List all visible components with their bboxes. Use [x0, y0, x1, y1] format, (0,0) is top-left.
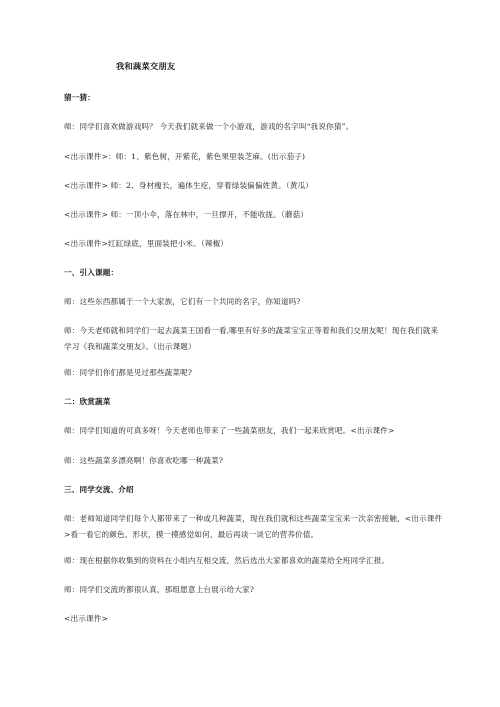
paragraph-riddle-3: <出示课件> 师：一顶小伞，落在林中，一旦撑开，不能收拢。（蘑菇）	[64, 210, 309, 219]
section-heading-guess: 猜一猜：	[64, 93, 95, 102]
section-heading-1: 一、引入课题：	[64, 268, 119, 277]
paragraph-section-3-a: 师：老师知道同学们每个人都带来了一种或几种蔬菜，现在我们就和这些蔬菜宝宝来一次亲密接触，<出示课件>看一看它的颜色、形状，摸一摸感觉如何，最后再谈一谈它的营养价值。	[64, 514, 443, 539]
paragraph-riddle-2: <出示课件> 师：2、身材瘦长，遍体生疙，穿着绿装偏偏姓黄。（黄瓜）	[64, 181, 314, 190]
paragraph-section-2-a: 师：同学们知道的可真多呀！今天老师也带来了一些蔬菜朋友，我们一起来欣赏吧。<出示课件>	[64, 426, 395, 435]
section-heading-2: 二：欣赏蔬菜	[64, 397, 111, 406]
paragraph-section-2-b: 师：这些蔬菜多漂亮啊！你喜欢吃哪一种蔬菜?	[64, 456, 224, 465]
document-title: 我和蔬菜交朋友	[116, 61, 176, 71]
paragraph-last: <出示课件>	[64, 614, 108, 623]
paragraph-section-1-b: 师：今天老师就和同学们一起去蔬菜王国看一看,哪里有好多的蔬菜宝宝正等着和我们交朋友呢！现在我们就来学习《我和蔬菜交朋友》。（出示课题）	[64, 326, 439, 351]
paragraph-section-1-c: 师：同学们你们都是见过那些蔬菜呢?	[64, 368, 193, 377]
paragraph-section-3-c: 师：同学们交流的都很认真，那组愿意上台展示给大家?	[64, 585, 255, 594]
paragraph-riddle-4: <出示课件>红缸绿底，里面装把小米。（辣椒）	[64, 239, 229, 248]
paragraph-riddle-1: <出示课件>：师：1、紫色树，开紫花，紫色果里装芝麻。(出示茄子)	[64, 152, 306, 161]
paragraph-section-3-b: 师：现在根据你收集到的资料在小组内互相交流，然后选出大家都喜欢的蔬菜给全班同学汇报。	[64, 556, 390, 565]
paragraph-guess-intro: 师：同学们喜欢做游戏吗？ 今天我们就来做一个小游戏，游戏的名字叫“我说你猜”。	[64, 122, 354, 131]
section-heading-3: 三、同学交流、介绍	[64, 485, 134, 494]
paragraph-section-1-a: 师：这些东西都属于一个大家族，它们有一个共同的名字，你知道吗?	[64, 297, 301, 306]
